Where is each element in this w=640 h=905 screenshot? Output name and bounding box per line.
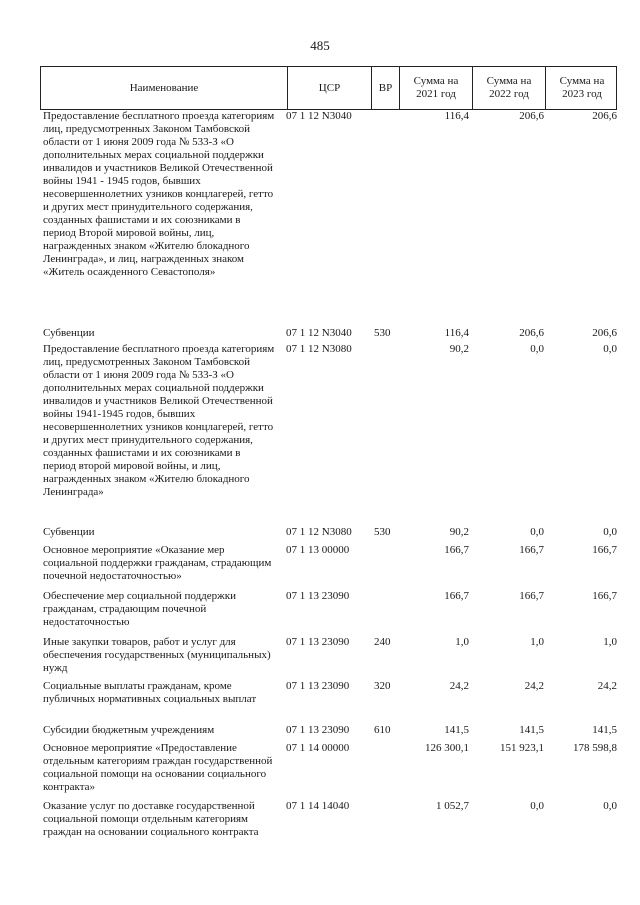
row-sum2022: 141,5 bbox=[519, 724, 544, 736]
row-sum2023: 0,0 bbox=[603, 800, 617, 812]
row-csr: 07 1 13 23090 bbox=[286, 680, 350, 692]
row-sum2021: 90,2 bbox=[449, 343, 469, 355]
row-sum2023: 141,5 bbox=[592, 724, 617, 736]
row-sum2023: 206,6 bbox=[592, 110, 617, 122]
row-sum2022: 166,7 bbox=[519, 544, 544, 556]
table-row bbox=[40, 526, 617, 544]
row-sum2022: 206,6 bbox=[519, 327, 544, 339]
row-sum2021: 1 052,7 bbox=[436, 800, 469, 812]
row-csr: 07 1 14 14040 bbox=[286, 800, 350, 812]
header-sum2021: Сумма на 2021 год bbox=[413, 75, 459, 100]
row-sum2021: 166,7 bbox=[444, 590, 469, 602]
header-vr: ВР bbox=[378, 81, 393, 94]
row-sum2021: 116,4 bbox=[444, 110, 469, 122]
row-name: Обеспечение мер социальной поддержки гражданам, страдающим почечной недостаточностью bbox=[43, 590, 236, 628]
row-csr: 07 1 13 00000 bbox=[286, 544, 350, 556]
row-sum2023: 178 598,8 bbox=[573, 742, 617, 754]
row-sum2023: 0,0 bbox=[603, 343, 617, 355]
row-sum2021: 90,2 bbox=[449, 526, 469, 538]
row-csr: 07 1 12 N3040 bbox=[286, 327, 352, 339]
row-sum2021: 1,0 bbox=[455, 636, 469, 648]
row-csr: 07 1 14 00000 bbox=[286, 742, 350, 754]
header-csr: ЦСР bbox=[318, 81, 341, 94]
row-sum2022: 24,2 bbox=[524, 680, 544, 692]
header-sum2022-cell bbox=[472, 67, 545, 109]
table-row bbox=[40, 680, 617, 724]
table-row bbox=[40, 800, 617, 856]
header-name-cell bbox=[41, 67, 287, 109]
row-csr: 07 1 12 N3080 bbox=[286, 526, 352, 538]
row-sum2022: 0,0 bbox=[530, 800, 544, 812]
row-name: Субвенции bbox=[43, 327, 95, 339]
table-row bbox=[40, 110, 617, 327]
row-csr: 07 1 13 23090 bbox=[286, 590, 350, 602]
header-vr-cell bbox=[371, 67, 399, 109]
row-sum2022: 166,7 bbox=[519, 590, 544, 602]
page-number: 485 bbox=[310, 38, 330, 53]
row-name: Социальные выплаты гражданам, кроме публичных нормативных социальных выплат bbox=[43, 680, 257, 705]
row-name: Оказание услуг по доставке государственной социальной помощи отдельным категориям граждан на основании социального контракта bbox=[43, 800, 259, 838]
header-sum2021-cell bbox=[399, 67, 472, 109]
header-name: Наименование bbox=[129, 81, 199, 94]
table-row bbox=[40, 724, 617, 742]
row-vr: 530 bbox=[374, 526, 391, 538]
header-sum2023-cell bbox=[545, 67, 618, 109]
table-row bbox=[40, 590, 617, 636]
row-vr: 240 bbox=[374, 636, 391, 648]
row-sum2021: 166,7 bbox=[444, 544, 469, 556]
row-name: Основное мероприятие «Оказание мер социальной поддержки гражданам, страдающим почечной недостаточностью» bbox=[43, 544, 272, 582]
table-row bbox=[40, 544, 617, 590]
table-body bbox=[40, 110, 617, 856]
row-csr: 07 1 12 N3080 bbox=[286, 343, 352, 355]
row-vr: 530 bbox=[374, 327, 391, 339]
row-sum2021: 126 300,1 bbox=[425, 742, 469, 754]
table-header bbox=[40, 66, 617, 110]
row-sum2023: 0,0 bbox=[603, 526, 617, 538]
row-sum2021: 24,2 bbox=[449, 680, 469, 692]
row-csr: 07 1 13 23090 bbox=[286, 724, 350, 736]
table-row bbox=[40, 327, 617, 343]
row-sum2022: 1,0 bbox=[530, 636, 544, 648]
header-sum2022: Сумма на 2022 год bbox=[486, 75, 532, 100]
row-sum2022: 0,0 bbox=[530, 343, 544, 355]
table-row bbox=[40, 636, 617, 680]
row-sum2021: 141,5 bbox=[444, 724, 469, 736]
row-sum2022: 0,0 bbox=[530, 526, 544, 538]
row-name: Предоставление бесплатного проезда категориям лиц, предусмотренных Законом Тамбовской области от 1 июня 2009 года № 533-З «О дополнительных мерах социальной поддержки инвалидов и участников Великой Отечественной войны 1941 - 1945 годов, бывших несовершеннолетних узников концлагерей, гетто и других мест принудительного содержания, созданных фашистами и их союзниками в период Второй мировой войны, лиц, награжденных знаком «Жителю блокадного Ленинграда», и лиц, награжденных знаком «Житель осажденного Севастополя» bbox=[43, 110, 275, 278]
row-name: Субсидии бюджетным учреждениям bbox=[43, 724, 215, 736]
row-sum2023: 1,0 bbox=[603, 636, 617, 648]
row-csr: 07 1 13 23090 bbox=[286, 636, 350, 648]
header-sum2023: Сумма на 2023 год bbox=[559, 75, 605, 100]
table-row bbox=[40, 343, 617, 526]
row-sum2023: 206,6 bbox=[592, 327, 617, 339]
row-name: Иные закупки товаров, работ и услуг для обеспечения государственных (муниципальных) нужд bbox=[43, 636, 271, 674]
table-row bbox=[40, 742, 617, 800]
row-sum2022: 206,6 bbox=[519, 110, 544, 122]
row-name: Основное мероприятие «Предоставление отдельным категориям граждан государственной социальной помощи на основании социального контракта» bbox=[43, 742, 273, 793]
row-sum2023: 166,7 bbox=[592, 544, 617, 556]
row-sum2023: 24,2 bbox=[597, 680, 617, 692]
row-sum2022: 151 923,1 bbox=[500, 742, 544, 754]
row-vr: 610 bbox=[374, 724, 391, 736]
row-sum2021: 116,4 bbox=[444, 327, 469, 339]
row-csr: 07 1 12 N3040 bbox=[286, 110, 352, 122]
row-sum2023: 166,7 bbox=[592, 590, 617, 602]
row-vr: 320 bbox=[374, 680, 391, 692]
row-name: Предоставление бесплатного проезда категориям лиц, предусмотренных Законом Тамбовской области от 1 июня 2009 года № 533-З «О дополнительных мерах социальной поддержки инвалидов и участников Великой Отечественной войны 1941-1945 годов, бывших несовершеннолетних узников концлагерей, гетто и других мест принудительного содержания, созданных фашистами и их союзниками в период второй мировой войны, и лиц, награжденных знаком «Жителю блокадного Ленинграда» bbox=[43, 343, 275, 498]
row-name: Субвенции bbox=[43, 526, 95, 538]
header-csr-cell bbox=[287, 67, 371, 109]
